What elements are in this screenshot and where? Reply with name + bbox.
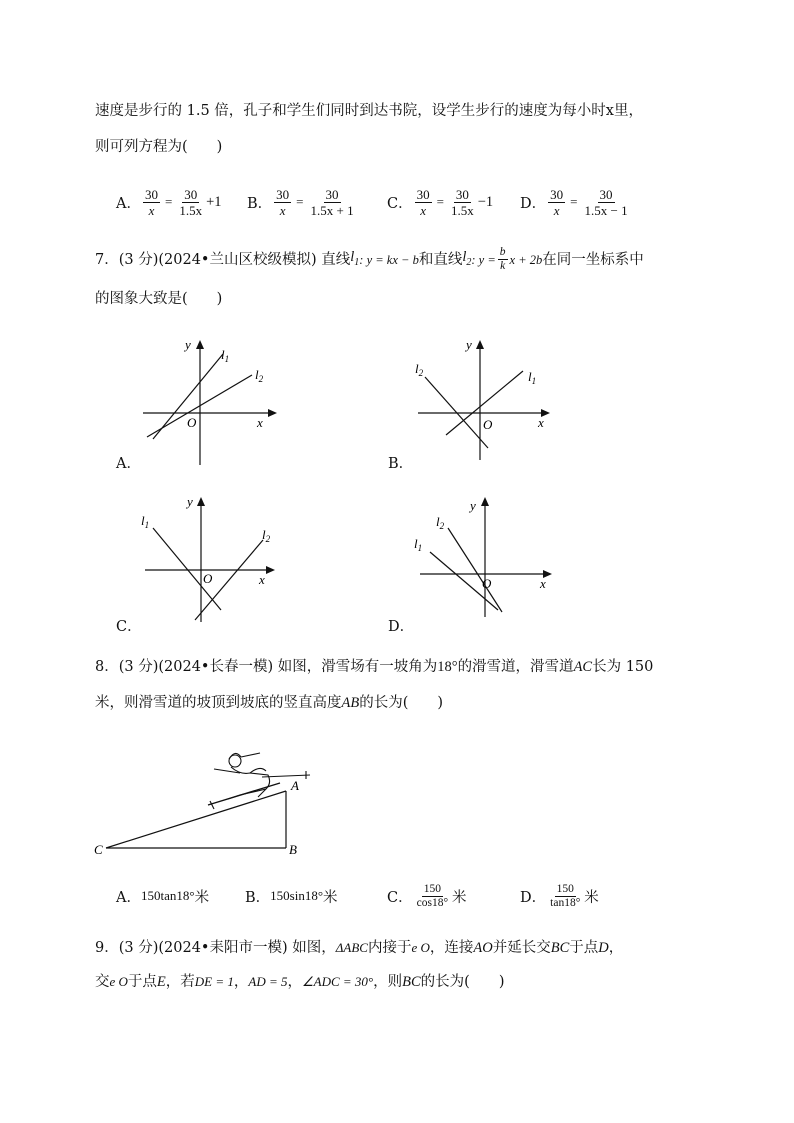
q7-graph-a-letter: A． <box>116 456 141 472</box>
angle-adc-value: ∠ADC = 30° <box>302 974 374 989</box>
line-l1 <box>153 528 221 610</box>
option-tail: +1 <box>206 193 222 210</box>
segment-ao: AO <box>473 940 493 956</box>
y-label: y <box>185 337 191 352</box>
q7-graph-c-letter: C． <box>116 619 142 635</box>
q7-suffix: 在同一坐标系中 <box>542 251 644 268</box>
line-l2 <box>448 528 502 612</box>
l2-label: $l_2$ <box>436 514 445 531</box>
option-letter: B． <box>245 889 271 906</box>
angle-value: 18° <box>437 659 458 675</box>
q7-text-line-1 <box>95 246 644 273</box>
l2-label: $l_2$ <box>255 367 264 384</box>
x-label: x <box>538 415 544 430</box>
q7-graph-b-letter: B． <box>388 456 414 472</box>
q7-mid-text: 和直线 <box>418 251 463 268</box>
point-d: D <box>598 940 609 956</box>
segment-ab: AB <box>341 695 360 711</box>
l1-label: $l_1$ <box>528 369 537 386</box>
fraction: $\frac{30}{1.5x + 1}$ <box>310 186 354 218</box>
fraction: $\frac{30}{1.5x}$ <box>179 186 203 218</box>
q7-text-line-2: 的图象大致是( ) <box>95 291 223 307</box>
segment-bc: BC <box>550 940 570 956</box>
q8-option-b[interactable] <box>245 876 338 916</box>
option-letter: C． <box>387 195 413 212</box>
fraction: $\frac{30}{x}$ <box>144 186 158 218</box>
segment-bc: BC <box>402 974 421 990</box>
option-letter: A． <box>116 195 141 212</box>
q6-option-b[interactable] <box>247 182 358 222</box>
q8-text-line-1: 8．(3 分)(2024•长春一模) 如图，滑雪场有一坡角为18°的滑雪道，滑雪道AC长为 150 <box>95 659 654 675</box>
option-tail: −1 <box>477 193 494 210</box>
q8-option-c[interactable] <box>387 876 467 916</box>
y-label: y <box>466 337 472 352</box>
x-label: x <box>257 415 263 430</box>
origin-label: O <box>482 576 492 591</box>
option-letter: D． <box>520 195 547 212</box>
circle-o: e O <box>411 940 430 955</box>
option-letter: D． <box>520 889 547 906</box>
x-axis-arrow <box>266 566 275 574</box>
q9-text-line-2: 交e O于点E，若DE = 1，AD = 5，∠ADC = 30°，则BC的长为( ) <box>95 974 505 990</box>
option-expression: 150sin18° <box>270 888 324 903</box>
ad-value: AD = 5 <box>248 974 288 989</box>
y-axis-arrow <box>196 340 204 349</box>
option-unit: 米 <box>194 889 210 906</box>
l2-label: $l_2$ <box>415 361 424 378</box>
option-letter: A． <box>116 889 141 906</box>
fraction: $\frac{30}{1.5x - 1}$ <box>584 186 628 218</box>
y-axis-arrow <box>197 497 205 506</box>
equals-sign: = <box>570 194 578 209</box>
de-value: DE = 1 <box>194 974 234 989</box>
option-letter: C． <box>387 889 413 906</box>
fraction: $\frac{30}{x}$ <box>276 186 290 218</box>
segment-ac: AC <box>573 659 593 675</box>
option-unit: 米 <box>452 889 467 906</box>
q6-option-d[interactable] <box>520 182 632 222</box>
q8-option-a[interactable] <box>116 876 209 916</box>
l2-label: $l_2$ <box>262 527 271 544</box>
point-b-label: B <box>289 842 297 857</box>
x-axis-arrow <box>268 409 277 417</box>
point-a-label: A <box>291 778 299 793</box>
y-label: y <box>470 498 476 513</box>
q7-prefix: 7．(3 分)(2024•兰山区校级模拟) 直线 <box>95 251 351 268</box>
q7-l2-equation-b: x + 2b <box>509 252 543 267</box>
x-label: x <box>540 576 546 591</box>
q7-graph-c[interactable] <box>135 492 285 627</box>
q9-text-line-1: 9．(3 分)(2024•耒阳市一模) 如图，ΔABC内接于e O，连接AO并延长交BC于点D， <box>95 940 624 956</box>
point-e: E <box>156 974 166 990</box>
origin-label: O <box>187 415 197 430</box>
y-axis-arrow <box>476 340 484 349</box>
fraction: $\frac{30}{1.5x}$ <box>450 186 474 218</box>
q7-graph-d-letter: D． <box>388 619 415 635</box>
q7-graph-b[interactable] <box>410 335 560 470</box>
fraction: $\frac{30}{x}$ <box>416 186 430 218</box>
equals-sign: = <box>164 194 173 209</box>
q6-text-line-1: 速度是步行的 1.5 倍，孔子和学生们同时到达书院，设学生步行的速度为每小时x里， <box>95 103 643 119</box>
point-c-label: C <box>94 842 103 857</box>
q8-text-line-2: 米，则滑雪道的坡顶到坡底的竖直高度AB的长为( ) <box>95 695 444 711</box>
q7-fraction: $\frac{b}{k}$ <box>499 246 506 272</box>
q8-option-d[interactable] <box>520 876 599 916</box>
y-label: y <box>187 494 193 509</box>
q7-l1-equation: : y = kx − b <box>359 252 419 267</box>
y-axis-arrow <box>481 497 489 506</box>
q6-text-line-2: 则可列方程为( ) <box>95 139 223 155</box>
option-letter: B． <box>247 195 273 212</box>
option-unit: 米 <box>323 889 338 906</box>
equals-sign: = <box>436 194 444 209</box>
l1-label: $l_1$ <box>141 513 150 530</box>
origin-label: O <box>203 571 213 586</box>
q6-option-c[interactable] <box>387 182 493 222</box>
fraction: $\frac{30}{x}$ <box>550 186 564 218</box>
q7-l1: $l_1$ <box>350 248 360 268</box>
q8-ski-slope-figure <box>90 735 330 865</box>
q7-graph-d[interactable] <box>410 492 560 627</box>
option-expression: 150tan18° <box>140 888 195 903</box>
option-unit: 米 <box>584 889 599 906</box>
fraction: $\frac{150}{\tan 18^\circ}$ <box>550 882 581 909</box>
fraction: $\frac{150}{\cos 18^\circ}$ <box>416 882 449 909</box>
triangle-abc: ΔABC <box>335 940 368 955</box>
equals-sign: = <box>296 194 304 209</box>
l1-label: $l_1$ <box>221 347 230 364</box>
x-label: x <box>259 572 265 587</box>
q7-graph-a[interactable] <box>135 335 285 470</box>
q6-option-a[interactable] <box>116 182 222 222</box>
segment-ca <box>106 791 286 848</box>
origin-label: O <box>483 417 493 432</box>
q7-l2-equation-a: : y = <box>471 252 496 267</box>
circle-o: e O <box>109 974 128 989</box>
l1-label: $l_1$ <box>414 536 423 553</box>
q7-l2: $l_2$ <box>462 248 472 268</box>
